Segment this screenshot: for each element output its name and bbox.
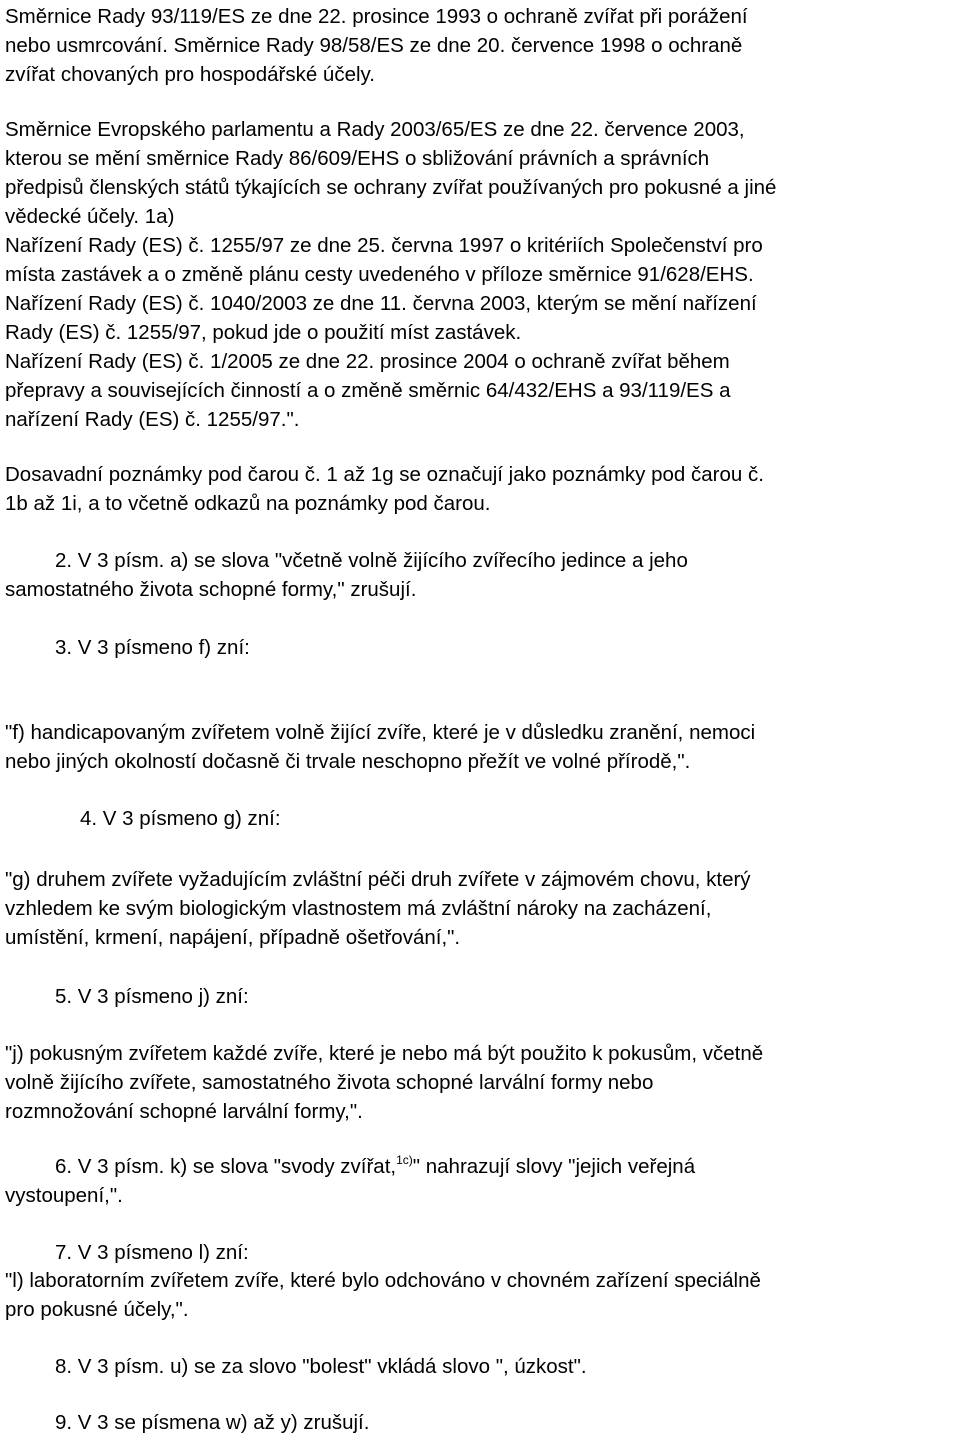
point-6 [5, 1152, 948, 1210]
text-line: předpisů členských států týkajících se ochrany zvířat používaných pro pokusné a jiné [5, 176, 777, 199]
point-7-text [5, 1266, 948, 1324]
point-3-text [5, 718, 948, 776]
text-line: volně žijícího zvířete, samostatného života schopné larvální formy nebo [5, 1071, 654, 1094]
text-line: zvířat chovaných pro hospodářské účely. [5, 63, 375, 86]
text-line: Nařízení Rady (ES) č. 1/2005 ze dne 22. prosince 2004 o ochraně zvířat během [5, 350, 730, 373]
point-8: 8. V 3 písm. u) se za slovo "bolest" vkládá slovo ", úzkost". [55, 1355, 587, 1378]
point-5-heading: 5. V 3 písmeno j) zní: [55, 985, 249, 1008]
text-line: "j) pokusným zvířetem každé zvíře, které je nebo má být použito k pokusům, včetně [5, 1042, 764, 1065]
point-2 [5, 546, 948, 604]
text-line: samostatného života schopné formy," zrušují. [5, 578, 417, 601]
ep-directive-paragraph [5, 115, 948, 434]
point-3-heading: 3. V 3 písmeno f) zní: [55, 636, 250, 659]
footnote-ref: 1c) [396, 1153, 413, 1167]
text-line: rozmnožování schopné larvální formy,". [5, 1100, 363, 1123]
text-line: "f) handicapovaným zvířetem volně žijící zvíře, které je v důsledku zranění, nemoci [5, 721, 756, 744]
text-line: "l) laboratorním zvířetem zvíře, které bylo odchováno v chovném zařízení speciálně [5, 1269, 761, 1292]
text-line: Rady (ES) č. 1255/97, pokud jde o použití míst zastávek. [5, 321, 522, 344]
text-line: vystoupení,". [5, 1184, 123, 1207]
text-line: přepravy a souvisejících činností a o změně směrnic 64/432/EHS a 93/119/ES a [5, 379, 731, 402]
footnote-note-paragraph [5, 460, 948, 518]
point-5-text [5, 1039, 948, 1126]
text-line: Nařízení Rady (ES) č. 1040/2003 ze dne 11. června 2003, kterým se mění nařízení [5, 292, 757, 315]
text-line: 6. V 3 písm. k) se slova "svody zvířat,$^{1c)}$" nahrazují slovy "jejich veřejná [55, 1153, 696, 1178]
text-line: pro pokusné účely,". [5, 1298, 189, 1321]
text-line: Směrnice Evropského parlamentu a Rady 2003/65/ES ze dne 22. července 2003, [5, 118, 745, 141]
point-4-text [5, 865, 948, 952]
text-line: Nařízení Rady (ES) č. 1255/97 ze dne 25. června 1997 o kritériích Společenství pro [5, 234, 763, 257]
text-line: vědecké účely. 1a) [5, 205, 175, 228]
intro-directives-paragraph [5, 2, 948, 89]
text-line: Směrnice Rady 93/119/ES ze dne 22. prosince 1993 o ochraně zvířat při porážení [5, 5, 748, 28]
text-line: umístění, krmení, napájení, případně ošetřování,". [5, 926, 461, 949]
point-4-heading: 4. V 3 písmeno g) zní: [80, 807, 281, 830]
text-line: 2. V 3 písm. a) se slova "včetně volně žijícího zvířecího jedince a jeho [55, 549, 688, 572]
text-line: 1b až 1i, a to včetně odkazů na poznámky pod čarou. [5, 492, 491, 515]
text-line: kterou se mění směrnice Rady 86/609/EHS o sbližování právních a správních [5, 147, 710, 170]
text-line: nebo jiných okolností dočasně či trvale neschopno přežít ve volné přírodě,". [5, 750, 691, 773]
text-line: "g) druhem zvířete vyžadujícím zvláštní péči druh zvířete v zájmovém chovu, který [5, 868, 751, 891]
point-9: 9. V 3 se písmena w) až y) zrušují. [55, 1411, 370, 1434]
text-line: nařízení Rady (ES) č. 1255/97.". [5, 408, 300, 431]
text-line: vzhledem ke svým biologickým vlastnostem má zvláštní nároky na zacházení, [5, 897, 712, 920]
text-line: Dosavadní poznámky pod čarou č. 1 až 1g se označují jako poznámky pod čarou č. [5, 463, 764, 486]
text-line: nebo usmrcování. Směrnice Rady 98/58/ES ze dne 20. července 1998 o ochraně [5, 34, 743, 57]
text-line: místa zastávek a o změně plánu cesty uvedeného v příloze směrnice 91/628/EHS. [5, 263, 754, 286]
point-7-heading: 7. V 3 písmeno l) zní: [55, 1241, 249, 1264]
